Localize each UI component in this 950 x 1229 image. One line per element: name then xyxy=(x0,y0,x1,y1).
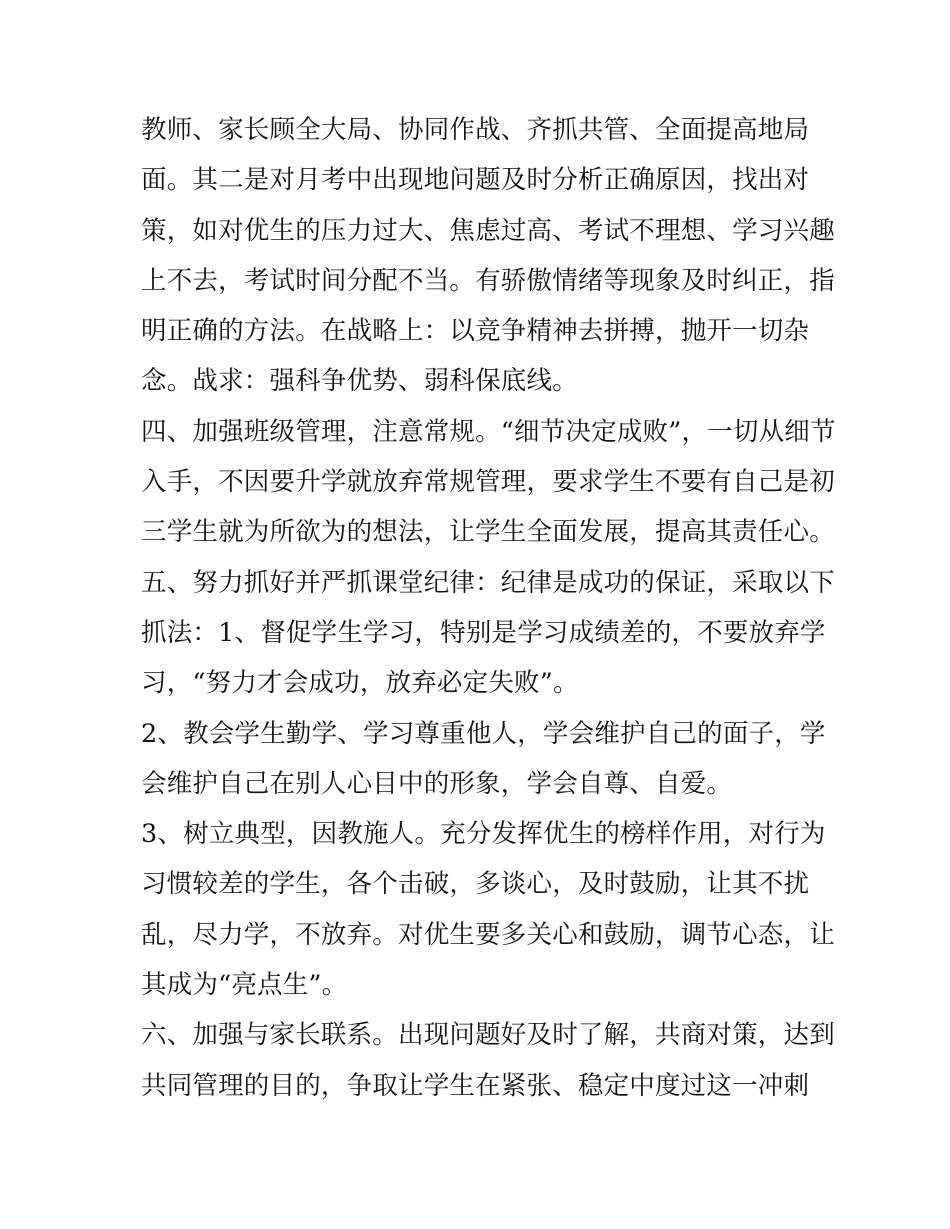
section-heading-line: 五、努力抓好并严抓课堂纪律：纪律是成功的保证，采取以下 xyxy=(141,567,835,598)
text-line: 其成为“亮点生”。 xyxy=(141,970,348,1001)
document-page xyxy=(141,105,836,1111)
text-line: 抓法：1、督促学生学习，特别是学习成绩差的，不要放弃学 xyxy=(141,617,826,648)
text-line: 念。战求：强科争优势、弱科保底线。 xyxy=(141,366,578,397)
text-line: 策，如对优生的压力过大、焦虑过高、考试不理想、学习兴趣 xyxy=(141,215,835,246)
text-line: 上不去，考试时间分配不当。有骄傲情绪等现象及时纠正，指 xyxy=(141,265,835,296)
section-heading-line: 六、加强与家长联系。出现问题好及时了解，共商对策，达到 xyxy=(141,1020,835,1051)
section-heading-line: 四、加强班级管理，注意常规。“细节决定成败”，一切从细节 xyxy=(141,416,836,447)
list-item-line: 3、树立典型，因教施人。充分发挥优生的榜样作用，对行为 xyxy=(141,819,826,850)
text-line: 入手，不因要升学就放弃常规管理，要求学生不要有自己是初 xyxy=(141,467,835,498)
text-line: 习，“努力才会成功，放弃必定失败”。 xyxy=(141,668,579,699)
text-line: 三学生就为所欲为的想法，让学生全面发展，提高其责任心。 xyxy=(141,517,835,548)
text-line: 习惯较差的学生，各个击破，多谈心，及时鼓励，让其不扰 xyxy=(141,869,810,900)
text-line: 会维护自己在别人心目中的形象，学会自尊、自爱。 xyxy=(141,768,733,799)
text-line: 面。其二是对月考中出现地问题及时分析正确原因，找出对 xyxy=(141,165,810,196)
text-line: 共同管理的目的，争取让学生在紧张、稳定中度过这一冲刺 xyxy=(141,1070,810,1101)
text-line: 明正确的方法。在战略上：以竞争精神去拼搏，抛开一切杂 xyxy=(141,316,810,347)
list-item-line: 2、教会学生勤学、学习尊重他人，学会维护自己的面子，学 xyxy=(141,718,826,749)
text-line: 乱，尽力学，不放弃。对优生要多关心和鼓励，调节心态，让 xyxy=(141,919,835,950)
text-line: 教师、家长顾全大局、协同作战、齐抓共管、全面提高地局 xyxy=(141,115,810,145)
